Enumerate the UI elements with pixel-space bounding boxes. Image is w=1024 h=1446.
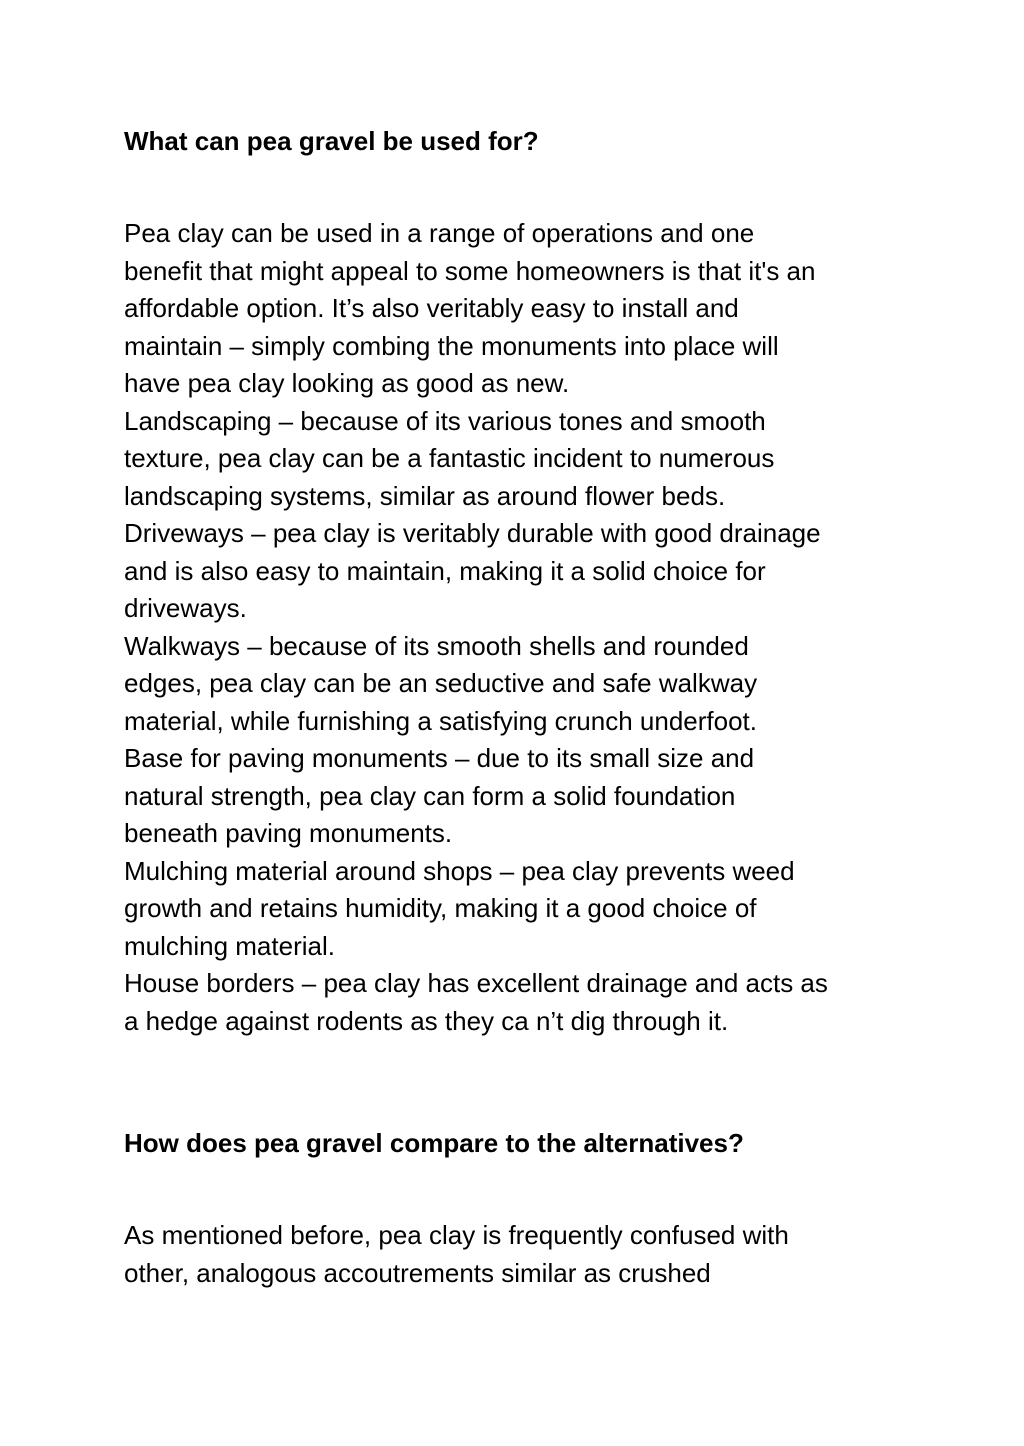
text-line: maintain – simply combing the monuments into place will [124, 330, 779, 361]
text-line: Base for paving monuments – due to its small size and [124, 743, 755, 773]
text-line: texture, pea clay can be a fantastic incident to numerous [124, 443, 775, 473]
text-line: As mentioned before, pea clay is frequently confused with [124, 1220, 789, 1250]
text-line: affordable option. It’s also veritably easy to install and [124, 293, 739, 323]
section-heading-comparison: How does pea gravel compare to the alternatives? [124, 1128, 744, 1158]
text-line: have pea clay looking as good as new. [124, 368, 570, 398]
text-line: benefit that might appeal to some homeowners is that it's an [124, 255, 816, 286]
text-line: growth and retains humidity, making it a good choice of [124, 893, 757, 923]
text-line: mulching material. [124, 930, 335, 961]
text-line: Pea clay can be used in a range of operations and one [124, 218, 755, 248]
text-line: landscaping systems, similar as around flower beds. [124, 480, 726, 511]
text-line: edges, pea clay can be an seductive and safe walkway [124, 668, 758, 698]
section-heading-uses: What can pea gravel be used for? [124, 126, 539, 156]
text-line: Driveways – pea clay is veritably durable with good drainage [124, 518, 821, 548]
text-line: natural strength, pea clay can form a solid foundation [124, 780, 736, 811]
text-line: beneath paving monuments. [124, 818, 453, 848]
text-line: Mulching material around shops – pea clay prevents weed [124, 855, 795, 886]
section-body-uses [124, 215, 828, 1040]
text-line: and is also easy to maintain, making it a solid choice for [124, 555, 766, 586]
text-line: Walkways – because of its smooth shells and rounded [124, 630, 749, 661]
section-body-comparison [124, 1217, 789, 1292]
text-line: other, analogous accoutrements similar as crushed [124, 1257, 711, 1288]
text-line: Landscaping – because of its various tones and smooth [124, 405, 766, 436]
text-line: material, while furnishing a satisfying crunch underfoot. [124, 705, 757, 736]
text-line: a hedge against rodents as they ca n’t dig through it. [124, 1005, 729, 1036]
text-line: House borders – pea clay has excellent drainage and acts as [124, 968, 828, 998]
text-line: driveways. [124, 593, 247, 623]
